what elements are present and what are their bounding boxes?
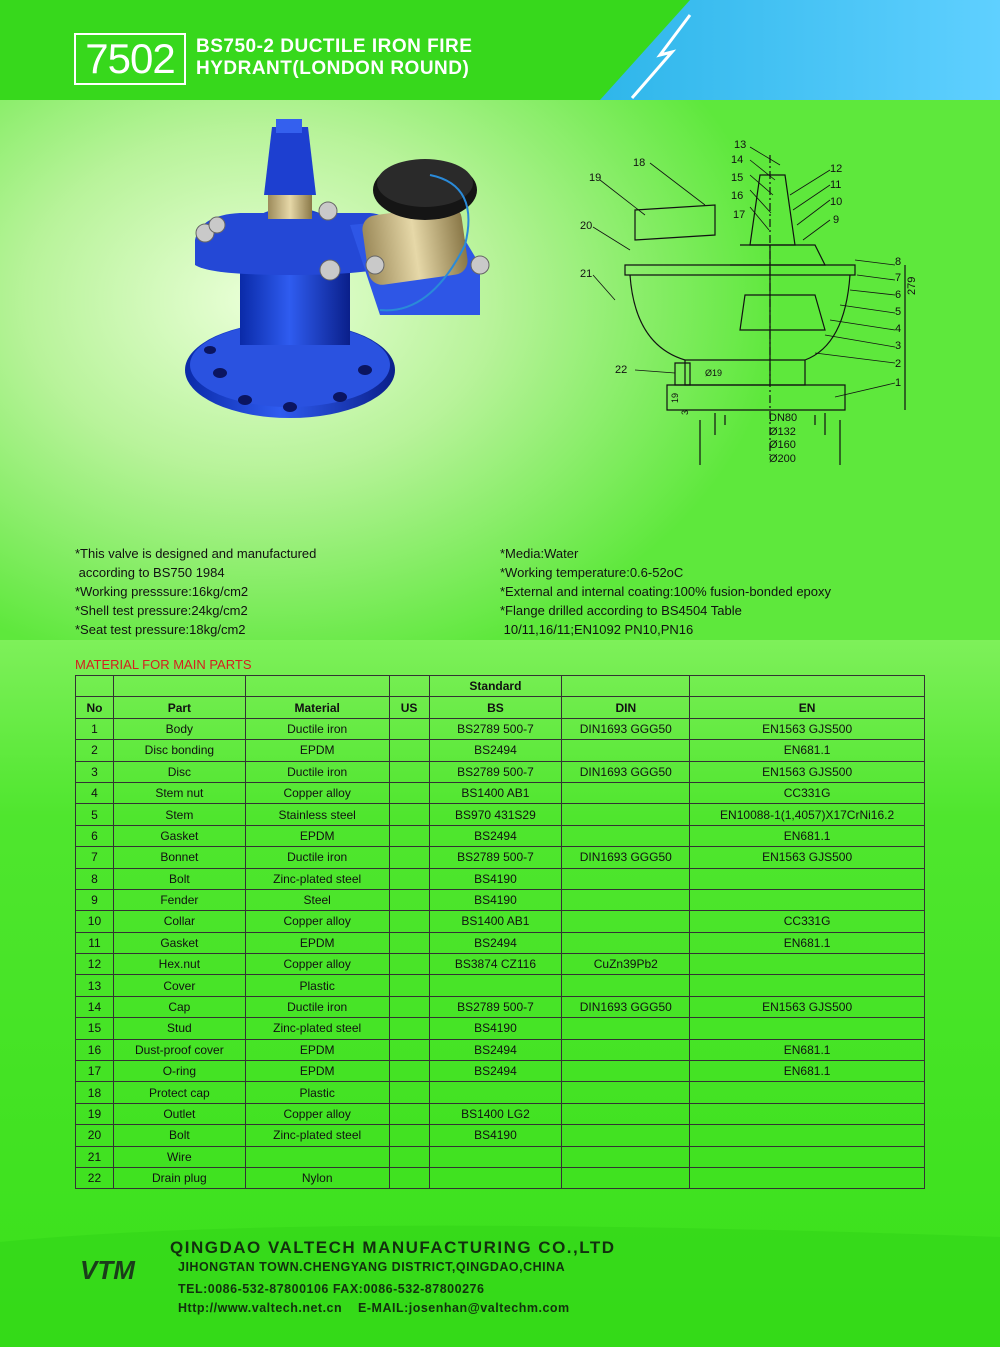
spec-line: *Media:Water bbox=[500, 546, 579, 561]
table-header-blank bbox=[562, 676, 690, 697]
company-logo: VTM bbox=[80, 1255, 135, 1285]
cell-part: Bolt bbox=[113, 1125, 245, 1146]
cell-en bbox=[690, 1146, 925, 1167]
cell-us bbox=[389, 1082, 429, 1103]
cell-material: Ductile iron bbox=[245, 718, 389, 739]
hydrant-photo bbox=[180, 115, 510, 435]
cell-no: 4 bbox=[76, 782, 114, 803]
title-line-1: BS750-2 DUCTILE IRON FIRE bbox=[196, 36, 473, 57]
table-row bbox=[76, 718, 925, 739]
cell-material: Copper alloy bbox=[245, 954, 389, 975]
table-header-standard: Standard bbox=[429, 676, 562, 697]
cell-en: EN681.1 bbox=[690, 932, 925, 953]
cell-bs: BS2789 500-7 bbox=[429, 718, 562, 739]
callout-12: 12 bbox=[830, 163, 843, 175]
cell-bs: BS2494 bbox=[429, 740, 562, 761]
cell-part: Cap bbox=[113, 996, 245, 1017]
title-line-2: HYDRANT(LONDON ROUND) bbox=[196, 58, 470, 79]
cell-en bbox=[690, 1125, 925, 1146]
page-title bbox=[196, 36, 472, 80]
cell-bs: BS2789 500-7 bbox=[429, 761, 562, 782]
cell-no: 12 bbox=[76, 954, 114, 975]
cell-din bbox=[562, 1039, 690, 1060]
cell-no: 13 bbox=[76, 975, 114, 996]
table-row bbox=[76, 932, 925, 953]
cell-us bbox=[389, 847, 429, 868]
cell-us bbox=[389, 1061, 429, 1082]
cell-material: Plastic bbox=[245, 1082, 389, 1103]
cell-bs bbox=[429, 1082, 562, 1103]
callout-17: 17 bbox=[733, 209, 746, 221]
cell-us bbox=[389, 1125, 429, 1146]
callout-10: 10 bbox=[830, 196, 843, 208]
cell-din bbox=[562, 1082, 690, 1103]
cell-din bbox=[562, 868, 690, 889]
cell-din bbox=[562, 932, 690, 953]
dim-200: Ø200 bbox=[769, 453, 796, 465]
table-row bbox=[76, 954, 925, 975]
cell-en bbox=[690, 1018, 925, 1039]
cell-material: Plastic bbox=[245, 975, 389, 996]
cell-bs: BS2789 500-7 bbox=[429, 996, 562, 1017]
cell-en bbox=[690, 1082, 925, 1103]
cell-en bbox=[690, 975, 925, 996]
cell-no: 9 bbox=[76, 889, 114, 910]
callout-3: 3 bbox=[895, 340, 902, 352]
model-number: 7502 bbox=[74, 33, 186, 85]
cell-part: Body bbox=[113, 718, 245, 739]
callout-7: 7 bbox=[895, 272, 902, 284]
table-row bbox=[76, 761, 925, 782]
cell-us bbox=[389, 932, 429, 953]
cell-din bbox=[562, 1061, 690, 1082]
cell-material: Stainless steel bbox=[245, 804, 389, 825]
header-band bbox=[0, 0, 1000, 100]
cell-en: EN1563 GJS500 bbox=[690, 996, 925, 1017]
cell-bs bbox=[429, 975, 562, 996]
cell-material: Ductile iron bbox=[245, 996, 389, 1017]
spec-line: *Flange drilled according to BS4504 Table bbox=[500, 603, 742, 618]
cell-part: Disc bonding bbox=[113, 740, 245, 761]
table-header-en: EN bbox=[690, 697, 925, 718]
cell-part: Cover bbox=[113, 975, 245, 996]
cell-material: Ductile iron bbox=[245, 761, 389, 782]
cell-part: Stud bbox=[113, 1018, 245, 1039]
cell-us bbox=[389, 1167, 429, 1188]
company-name: QINGDAO VALTECH MANUFACTURING CO.,LTD bbox=[170, 1238, 616, 1257]
cell-bs bbox=[429, 1146, 562, 1167]
cell-material: Zinc-plated steel bbox=[245, 1125, 389, 1146]
spec-line: *External and internal coating:100% fusion-bonded epoxy bbox=[500, 584, 832, 599]
dim-160: Ø160 bbox=[769, 439, 796, 451]
cell-part: Fender bbox=[113, 889, 245, 910]
table-row bbox=[76, 847, 925, 868]
cell-bs: BS4190 bbox=[429, 868, 562, 889]
table-row bbox=[76, 825, 925, 846]
cell-part: Stem nut bbox=[113, 782, 245, 803]
table-row bbox=[76, 804, 925, 825]
table-header-blank bbox=[389, 676, 429, 697]
cell-material: Copper alloy bbox=[245, 911, 389, 932]
specs-right bbox=[500, 544, 831, 639]
callout-20: 20 bbox=[580, 220, 593, 232]
table-header-bs: BS bbox=[429, 697, 562, 718]
cell-en: EN681.1 bbox=[690, 1061, 925, 1082]
cell-us bbox=[389, 996, 429, 1017]
cell-us bbox=[389, 740, 429, 761]
cell-en bbox=[690, 1167, 925, 1188]
cell-no: 21 bbox=[76, 1146, 114, 1167]
cell-material: EPDM bbox=[245, 825, 389, 846]
cell-en: EN681.1 bbox=[690, 740, 925, 761]
cell-part: Drain plug bbox=[113, 1167, 245, 1188]
table-header-no: No bbox=[76, 697, 114, 718]
cell-bs: BS2494 bbox=[429, 1061, 562, 1082]
cell-material: EPDM bbox=[245, 1039, 389, 1060]
cell-bs: BS1400 AB1 bbox=[429, 911, 562, 932]
cell-bs: BS2494 bbox=[429, 1039, 562, 1060]
cell-us bbox=[389, 954, 429, 975]
callout-19: 19 bbox=[589, 172, 602, 184]
table-row bbox=[76, 740, 925, 761]
cell-part: Collar bbox=[113, 911, 245, 932]
cell-din bbox=[562, 1103, 690, 1124]
cell-bs: BS2789 500-7 bbox=[429, 847, 562, 868]
callout-5: 5 bbox=[895, 306, 902, 318]
cell-din bbox=[562, 782, 690, 803]
cell-en: CC331G bbox=[690, 911, 925, 932]
cell-din: DIN1693 GGG50 bbox=[562, 718, 690, 739]
table-row bbox=[76, 996, 925, 1017]
cell-no: 3 bbox=[76, 761, 114, 782]
table-header-blank bbox=[76, 676, 114, 697]
spec-line: *Seat test pressure:18kg/cm2 bbox=[75, 622, 246, 637]
cell-bs: BS1400 AB1 bbox=[429, 782, 562, 803]
table-row bbox=[76, 868, 925, 889]
materials-title: MATERIAL FOR MAIN PARTS bbox=[75, 657, 252, 672]
cell-en: EN1563 GJS500 bbox=[690, 847, 925, 868]
cell-material: EPDM bbox=[245, 932, 389, 953]
cell-din: CuZn39Pb2 bbox=[562, 954, 690, 975]
cell-material: EPDM bbox=[245, 740, 389, 761]
callout-4: 4 bbox=[895, 323, 902, 335]
callout-8: 8 bbox=[895, 256, 902, 268]
cell-en: EN681.1 bbox=[690, 1039, 925, 1060]
cell-us bbox=[389, 782, 429, 803]
cell-us bbox=[389, 911, 429, 932]
table-header-blank bbox=[113, 676, 245, 697]
cell-part: Bonnet bbox=[113, 847, 245, 868]
cell-bs: BS2494 bbox=[429, 825, 562, 846]
table-header-din: DIN bbox=[562, 697, 690, 718]
callout-6: 6 bbox=[895, 289, 902, 301]
spec-line: *This valve is designed and manufactured bbox=[75, 546, 317, 561]
cell-material: Steel bbox=[245, 889, 389, 910]
table-row bbox=[76, 1146, 925, 1167]
cell-us bbox=[389, 804, 429, 825]
cell-no: 10 bbox=[76, 911, 114, 932]
cell-us bbox=[389, 1146, 429, 1167]
cell-en: EN1563 GJS500 bbox=[690, 718, 925, 739]
table-group-header-row bbox=[76, 676, 925, 697]
callout-18: 18 bbox=[633, 157, 646, 169]
cell-din: DIN1693 GGG50 bbox=[562, 996, 690, 1017]
dim-drain: Ø19 bbox=[705, 368, 723, 378]
callout-1: 1 bbox=[895, 377, 902, 389]
spec-line: *Working presssure:16kg/cm2 bbox=[75, 584, 249, 599]
spec-line: *Working temperature:0.6-52oC bbox=[500, 565, 684, 580]
table-row bbox=[76, 1125, 925, 1146]
cell-us bbox=[389, 825, 429, 846]
table-row bbox=[76, 911, 925, 932]
cell-part: Dust-proof cover bbox=[113, 1039, 245, 1060]
dim-dn: DN80 bbox=[769, 412, 798, 424]
cell-no: 6 bbox=[76, 825, 114, 846]
callout-11: 11 bbox=[830, 179, 842, 191]
cell-us bbox=[389, 889, 429, 910]
cell-din bbox=[562, 825, 690, 846]
table-header-blank bbox=[690, 676, 925, 697]
cell-no: 8 bbox=[76, 868, 114, 889]
table-header-part: Part bbox=[113, 697, 245, 718]
table-header-row bbox=[76, 697, 925, 718]
table-row bbox=[76, 1082, 925, 1103]
cell-us bbox=[389, 1018, 429, 1039]
table-row bbox=[76, 782, 925, 803]
cell-us bbox=[389, 868, 429, 889]
cell-din bbox=[562, 889, 690, 910]
cell-bs: BS4190 bbox=[429, 1018, 562, 1039]
cell-din bbox=[562, 1125, 690, 1146]
spec-line: 10/11,16/11;EN1092 PN10,PN16 bbox=[500, 622, 694, 637]
cell-part: Hex.nut bbox=[113, 954, 245, 975]
table-header-blank bbox=[245, 676, 389, 697]
cell-part: Outlet bbox=[113, 1103, 245, 1124]
cell-us bbox=[389, 761, 429, 782]
materials-table bbox=[75, 675, 925, 1189]
cell-bs bbox=[429, 1167, 562, 1188]
callout-9: 9 bbox=[833, 214, 840, 226]
callout-22: 22 bbox=[615, 364, 628, 376]
cell-en: EN681.1 bbox=[690, 825, 925, 846]
cell-din bbox=[562, 975, 690, 996]
cell-material: Zinc-plated steel bbox=[245, 1018, 389, 1039]
callout-16: 16 bbox=[731, 190, 744, 202]
cell-din bbox=[562, 1167, 690, 1188]
cell-no: 17 bbox=[76, 1061, 114, 1082]
cell-din bbox=[562, 804, 690, 825]
cell-bs: BS4190 bbox=[429, 889, 562, 910]
cell-din bbox=[562, 1018, 690, 1039]
cell-no: 5 bbox=[76, 804, 114, 825]
cell-part: Stem bbox=[113, 804, 245, 825]
company-address: JIHONGTAN TOWN.CHENGYANG DISTRICT,QINGDAO,CHINA bbox=[178, 1260, 566, 1274]
cell-bs: BS3874 CZ116 bbox=[429, 954, 562, 975]
cell-material: Ductile iron bbox=[245, 847, 389, 868]
callout-14: 14 bbox=[731, 154, 744, 166]
cell-material: Copper alloy bbox=[245, 1103, 389, 1124]
cell-no: 11 bbox=[76, 932, 114, 953]
table-header-material: Material bbox=[245, 697, 389, 718]
callout-15: 15 bbox=[731, 172, 744, 184]
cell-no: 15 bbox=[76, 1018, 114, 1039]
specs-left bbox=[75, 544, 316, 639]
dim-height: 279 bbox=[906, 276, 918, 295]
cell-bs: BS4190 bbox=[429, 1125, 562, 1146]
callout-13: 13 bbox=[734, 139, 747, 151]
cell-no: 14 bbox=[76, 996, 114, 1017]
cell-material: EPDM bbox=[245, 1061, 389, 1082]
cell-no: 16 bbox=[76, 1039, 114, 1060]
cell-en bbox=[690, 889, 925, 910]
cell-us bbox=[389, 1103, 429, 1124]
cell-part: O-ring bbox=[113, 1061, 245, 1082]
spec-line: according to BS750 1984 bbox=[75, 565, 225, 580]
company-tel-fax: TEL:0086-532-87800106 FAX:0086-532-87800276 bbox=[178, 1282, 485, 1296]
cell-no: 20 bbox=[76, 1125, 114, 1146]
cell-bs: BS1400 LG2 bbox=[429, 1103, 562, 1124]
cell-en bbox=[690, 954, 925, 975]
callout-2: 2 bbox=[895, 358, 902, 370]
cell-din bbox=[562, 911, 690, 932]
cell-en: EN1563 GJS500 bbox=[690, 761, 925, 782]
table-row bbox=[76, 889, 925, 910]
cell-no: 2 bbox=[76, 740, 114, 761]
dim-side-3: 3 bbox=[680, 409, 690, 415]
cell-bs: BS970 431S29 bbox=[429, 804, 562, 825]
cell-no: 18 bbox=[76, 1082, 114, 1103]
cell-no: 19 bbox=[76, 1103, 114, 1124]
cell-part: Gasket bbox=[113, 825, 245, 846]
cell-us bbox=[389, 1039, 429, 1060]
cell-no: 1 bbox=[76, 718, 114, 739]
dim-side-19: 19 bbox=[670, 392, 680, 403]
table-row bbox=[76, 1018, 925, 1039]
cell-din: DIN1693 GGG50 bbox=[562, 847, 690, 868]
table-row bbox=[76, 1039, 925, 1060]
cell-material: Copper alloy bbox=[245, 782, 389, 803]
cell-part: Gasket bbox=[113, 932, 245, 953]
cell-material: Zinc-plated steel bbox=[245, 868, 389, 889]
cell-part: Disc bbox=[113, 761, 245, 782]
cell-material bbox=[245, 1146, 389, 1167]
table-row bbox=[76, 975, 925, 996]
sectional-drawing bbox=[575, 135, 935, 470]
cell-part: Bolt bbox=[113, 868, 245, 889]
table-header-us: US bbox=[389, 697, 429, 718]
table-row bbox=[76, 1167, 925, 1188]
spec-line: *Shell test pressure:24kg/cm2 bbox=[75, 603, 248, 618]
cell-material: Nylon bbox=[245, 1167, 389, 1188]
cell-en bbox=[690, 868, 925, 889]
cell-en: EN10088-1(1,4057)X17CrNi16.2 bbox=[690, 804, 925, 825]
table-row bbox=[76, 1061, 925, 1082]
cell-no: 22 bbox=[76, 1167, 114, 1188]
company-web-email: Http://www.valtech.net.cn E-MAIL:josenhan@valtechm.com bbox=[178, 1301, 570, 1315]
cell-bs: BS2494 bbox=[429, 932, 562, 953]
table-row bbox=[76, 1103, 925, 1124]
cell-no: 7 bbox=[76, 847, 114, 868]
dim-132: Ø132 bbox=[769, 426, 796, 438]
lightning-icon bbox=[620, 10, 700, 100]
cell-us bbox=[389, 718, 429, 739]
cell-din bbox=[562, 1146, 690, 1167]
cell-en bbox=[690, 1103, 925, 1124]
callout-21: 21 bbox=[580, 268, 593, 280]
cell-en: CC331G bbox=[690, 782, 925, 803]
cell-part: Wire bbox=[113, 1146, 245, 1167]
cell-part: Protect cap bbox=[113, 1082, 245, 1103]
cell-din: DIN1693 GGG50 bbox=[562, 761, 690, 782]
cell-us bbox=[389, 975, 429, 996]
cell-din bbox=[562, 740, 690, 761]
